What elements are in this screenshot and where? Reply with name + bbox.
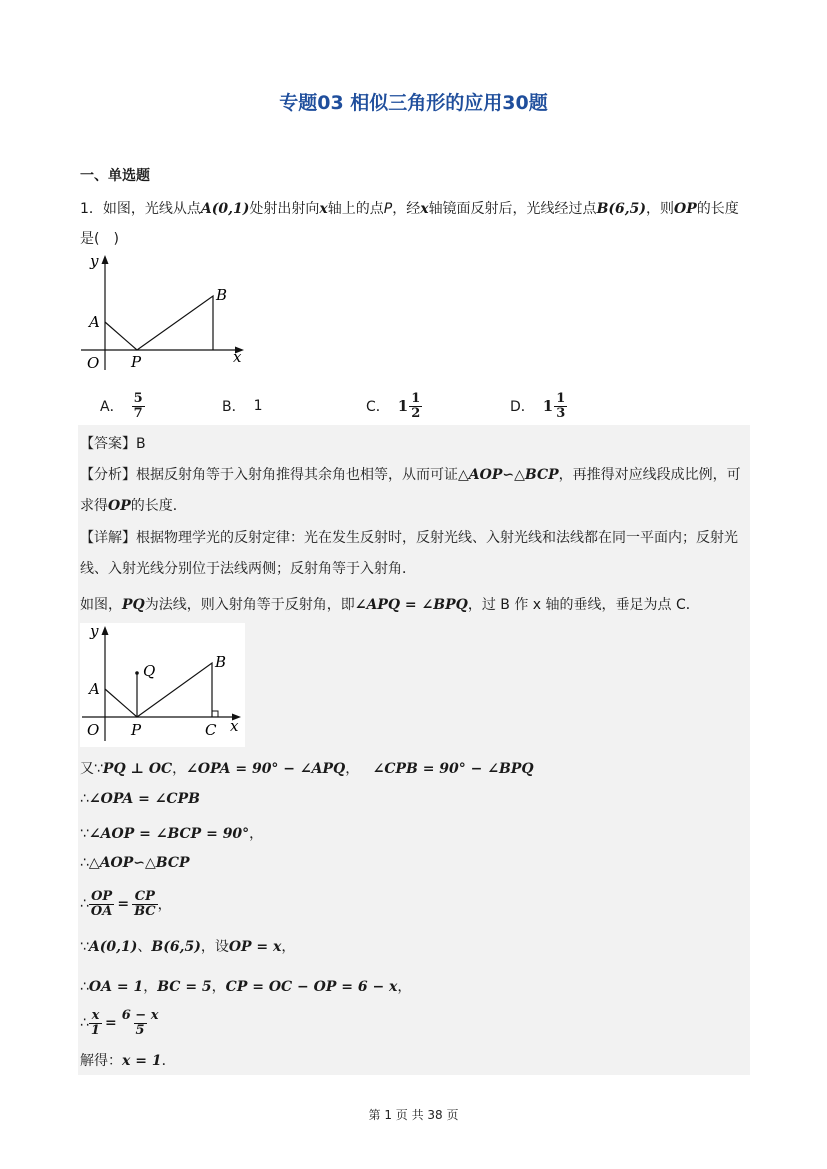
answer-line: 【答案】B	[80, 436, 146, 452]
fig2-b-label: B	[215, 653, 227, 671]
page-title: 专题03 相似三角形的应用30题	[279, 92, 548, 114]
step-4: ∴△AOP∽△BCP	[80, 855, 190, 871]
answer-value: B	[136, 436, 146, 452]
section-heading: 一、单选题	[80, 168, 150, 184]
point-b: B(6,5)	[596, 201, 646, 217]
question-1: 1．如图，光线从点A(0,1)处射出射向x轴上的点P，经x轴镜面反射后，光线经过点B(6,5)，则OP的长度是( )	[80, 201, 739, 247]
step-7: ∴OA = 1，BC = 5，CP = OC − OP = 6 − x，	[80, 979, 412, 995]
step-2: ∴∠OPA = ∠CPB	[80, 791, 200, 807]
figure-intro-line: 如图，PQ为法线，则入射角等于反射角，即∠APQ = ∠BPQ，过 B 作 x 轴的垂线，垂足为点 C．	[80, 597, 700, 613]
fig1-p-label: P	[131, 353, 142, 371]
answer-options	[100, 388, 750, 424]
step-8: ∴ $\frac{x}{1}$ = $\frac{6 - x}{5}$	[80, 1007, 159, 1038]
analysis-paragraph: 【分析】根据反射角等于入射角推得其余角也相等，从而可证△AOP∽△BCP，再推得对应线段成比例，可求得OP的长度．	[80, 467, 741, 514]
step-9: 解得：x = 1．	[80, 1053, 176, 1069]
question-number: 1．	[80, 201, 103, 217]
fig1-y-label: y	[90, 252, 99, 270]
point-a: A(0,1)	[200, 201, 250, 217]
fig2-p-label: P	[131, 721, 142, 739]
fig2-o-label: O	[87, 721, 100, 739]
detail-paragraph: 【详解】根据物理学光的反射定律：光在发生反射时，反射光线、入射光线和法线都在同一平面内；反射光线、入射光线分别位于法线两侧；反射角等于入射角．	[80, 530, 738, 577]
fig1-b-label: B	[216, 286, 228, 304]
fig2-x-label: x	[230, 717, 239, 735]
fig2-a-label: A	[89, 680, 100, 698]
step-3: ∵∠AOP = ∠BCP = 90°，	[80, 826, 264, 842]
fig1-o-label: O	[87, 354, 100, 372]
fig2-q-label: Q	[143, 662, 156, 680]
step-6: ∵A(0,1)、B(6,5)，设OP = x，	[80, 939, 296, 955]
fig2-y-label: y	[90, 623, 99, 640]
option-a[interactable]: A． $\frac{5}{7}$	[100, 390, 143, 421]
option-d[interactable]: D． 1 $\frac{1}{3}$	[510, 390, 566, 421]
figure-2	[80, 623, 245, 747]
figure-1	[78, 250, 250, 375]
step-1: 又∵PQ ⊥ OC，∠OPA = 90° − ∠APQ， ∠CPB = 90° − ∠BPQ	[80, 761, 534, 777]
option-b[interactable]: B． 1	[222, 398, 263, 415]
page-footer: 第 1 页 共 38 页	[368, 1108, 459, 1122]
fig1-x-label: x	[233, 348, 242, 366]
option-c[interactable]: C． 1 $\frac{1}{2}$	[366, 390, 421, 421]
step-5: ∴ $\frac{OP}{OA}$ = $\frac{CP}{BC}$ ，	[80, 888, 172, 919]
fig1-a-label: A	[89, 313, 100, 331]
fig2-c-label: C	[205, 721, 217, 739]
